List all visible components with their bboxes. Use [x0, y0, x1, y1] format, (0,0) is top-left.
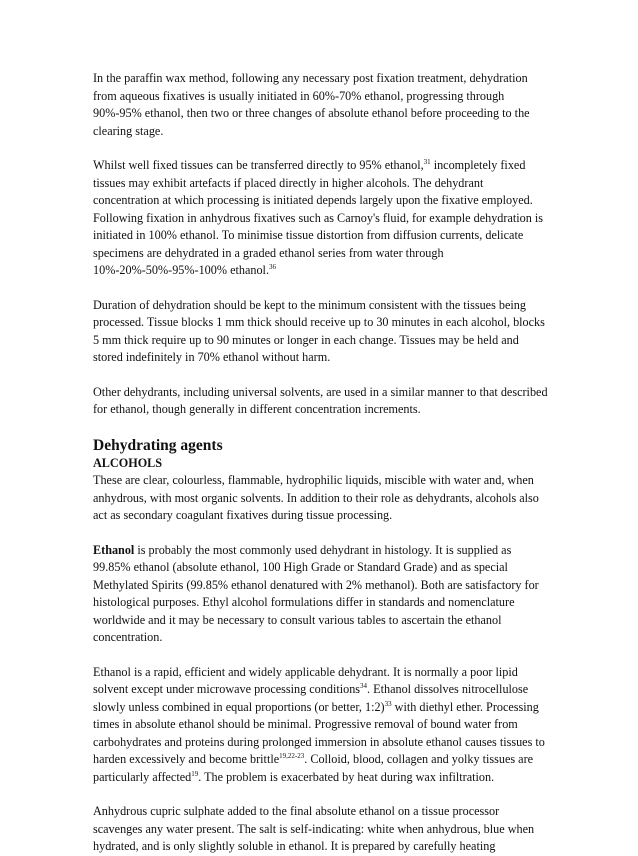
text-span: . Colloid, blood, collagen and yolky tissues are particularly affected: [93, 752, 534, 784]
text-span: is probably the most commonly used dehydrant in histology. It is supplied as 99.85% ethanol (absolute ethanol, 100 High Grade or Standard Grade) and as special Methylated Spirits (99.85% ethanol denatured with 2% methanol). Both are satisfactory for histological purposes. Ethyl alcohol formulations differ in standards and nomenclature worldwide and it may be necessary to consult various tables to ascertain the ethanol concentration.: [93, 542, 539, 644]
paragraph-fixed-tissues: [93, 157, 548, 280]
citation: 31: [423, 157, 431, 166]
section-heading: Dehydrating agents: [93, 436, 223, 454]
text-span: . The problem is exacerbated by heat during wax infiltration.: [198, 769, 495, 784]
citation: 36: [269, 262, 276, 271]
paragraph-duration: Duration of dehydration should be kept to the minimum consistent with the tissues being processed. Tissue blocks 1 mm thick should receive up to 30 minutes in each alcohol, blocks 5 mm thick require up to 90 minutes or longer in each change. Tissues may be held and stored indefinitely in 70% ethanol without harm.: [93, 297, 545, 364]
paragraph-paraffin-method: In the paraffin wax method, following any necessary post fixation treatment, dehydration from aqueous fixatives is usually initiated in 60%-70% ethanol, progressing through 90%-95% ethanol, then two or three changes of absolute ethanol before proceeding to the clearing stage.: [93, 71, 530, 138]
text-span: incompletely fixed tissues may exhibit artefacts if placed directly in higher alcohols. The dehydrant concentration at which processing is initiated depends largely upon the fixative employed. Following fixation in anhydrous fixatives such as Carnoy's fluid, for example dehydration is initiated in 100% ethanol. To minimise tissue distortion from diffusion currents, delicate specimens are dehydrated in a graded ethanol series from water through 10%-20%-50%-95%-100% ethanol.: [93, 158, 544, 277]
citation: 19: [191, 769, 199, 778]
paragraph-cupric-sulphate: Anhydrous cupric sulphate added to the final absolute ethanol on a tissue processor scavenges any water present. The salt is self-indicating: white when anhydrous, blue when hydrated, and is only slightly soluble in ethanol. It is prepared by carefully heating: [93, 804, 535, 853]
citation: 33: [384, 699, 392, 708]
text-span: Whilst well fixed tissues can be transferred directly to 95% ethanol,: [93, 158, 424, 172]
paragraph-other-dehydrants: Other dehydrants, including universal solvents, are used in a similar manner to that described for ethanol, though generally in different concentration increments.: [93, 384, 548, 416]
text-span: Ethanol is a rapid, efficient and widely applicable dehydrant. It is normally a poor lipid solvent except under microwave processing conditions: [93, 664, 518, 696]
citation: 19,22-23: [279, 751, 305, 760]
paragraph-alcohols: These are clear, colourless, flammable, hydrophilic liquids, miscible with water and, when anhydrous, with most organic solvents. In addition to their role as dehydrants, alcohols also act as secondary coagulant fixatives during tissue processing.: [93, 473, 539, 522]
subsection-heading: ALCOHOLS: [93, 455, 163, 470]
text-span: with diethyl ether. Processing times in absolute ethanol should be minimal. Progressive removal of bound water from carbohydrates and proteins during prolonged immersion in absolute ethanol causes tissues to harden excessively and become brittle: [93, 699, 545, 766]
text-span: . Ethanol dissolves nitrocellulose slowly unless combined in equal proportions (or better, 1:2): [93, 682, 529, 714]
term-ethanol: Ethanol: [93, 542, 135, 557]
citation: 34: [360, 681, 368, 690]
paragraph-ethanol-properties: [93, 664, 548, 787]
paragraph-ethanol-supply: [93, 542, 548, 647]
